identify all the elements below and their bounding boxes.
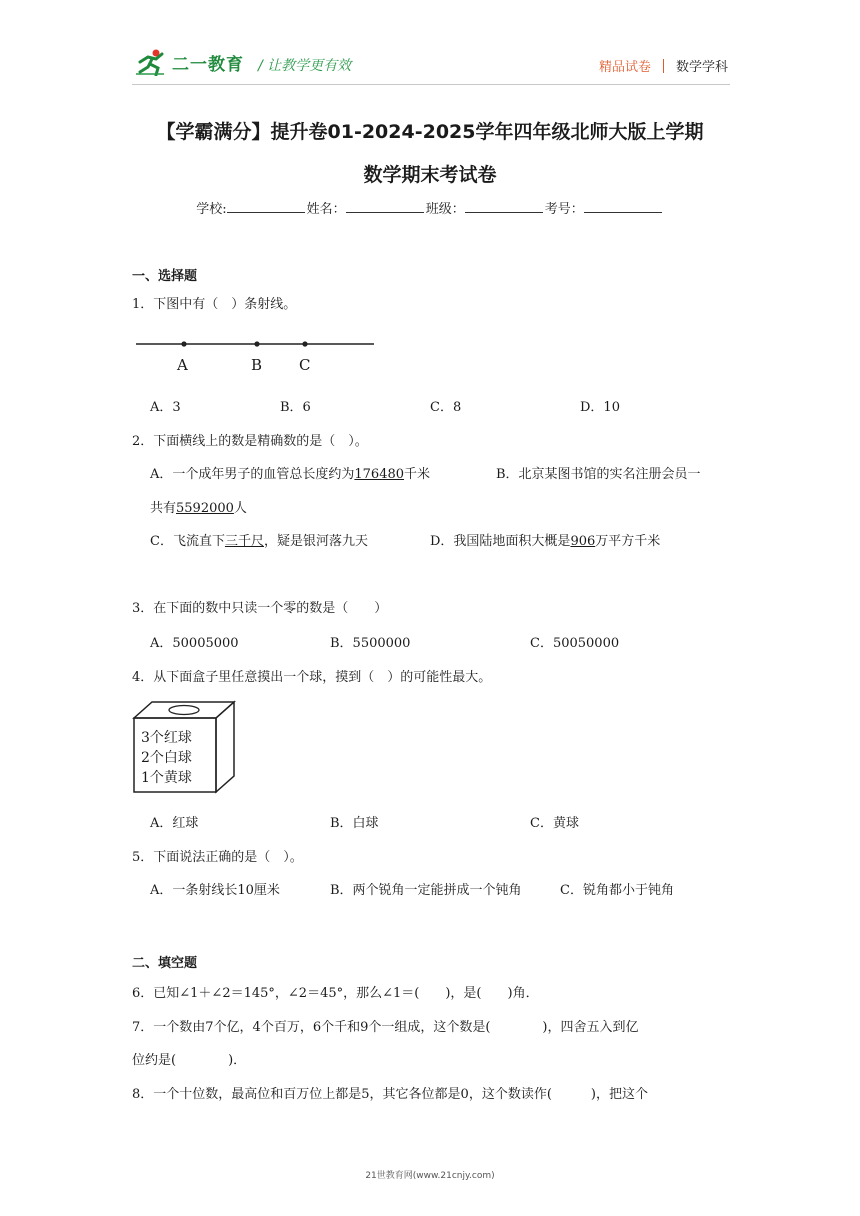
q2-c-rest: ，疑是银河落九天 <box>263 534 368 549</box>
runner-logo-icon <box>134 48 168 76</box>
q4-option-c[interactable]: C．黄球 <box>530 816 579 831</box>
page-title-line2: 数学期末考试卷 <box>363 164 497 186</box>
page-footer: 21世教育网(www.21cnjy.com) <box>365 1171 495 1181</box>
q1-option-d[interactable]: D．10 <box>580 400 620 415</box>
brand-logo <box>134 48 244 76</box>
page-title-line1: 【学霸满分】提升卷01-2024-2025学年四年级北师大版上学期 <box>156 121 704 143</box>
q5-option-a[interactable]: A．一条射线长10厘米 <box>150 883 280 898</box>
q3-option-b[interactable]: B．5500000 <box>330 636 411 651</box>
point-a <box>181 341 186 346</box>
q2-option-b[interactable]: B．北京某图书馆的实名注册会员一 <box>496 467 701 482</box>
question-4-stem: 4．从下面盒子里任意摸出一个球，摸到（ ）的可能性最大。 <box>132 670 492 685</box>
student-info-line <box>0 198 860 217</box>
q2-a-text: A．一个成年男子的血管总长度约为 <box>150 467 355 482</box>
tag-divider <box>663 59 664 73</box>
point-label-b: B <box>251 356 263 374</box>
header-tags <box>599 56 728 75</box>
q2-a-unit: 千米 <box>404 467 431 482</box>
section-fill-title: 二、填空题 <box>132 956 198 971</box>
exam-no-blank[interactable] <box>584 200 662 213</box>
q2-a-number: 176480 <box>354 467 405 482</box>
q2-option-c[interactable] <box>150 530 368 549</box>
q2-option-a[interactable] <box>150 463 430 482</box>
school-blank[interactable] <box>227 200 305 213</box>
tag-subject: 数学学科 <box>675 60 728 75</box>
question-3-stem: 3．在下面的数中只读一个零的数是（ ） <box>132 601 388 616</box>
class-label: 班级： <box>425 202 465 217</box>
q2-d-unit: 万平方千米 <box>595 534 661 549</box>
q1-option-a[interactable]: A．3 <box>150 400 181 415</box>
q3-option-c[interactable]: C．50050000 <box>530 636 620 651</box>
q2-d-number: 906 <box>570 534 596 549</box>
q3-option-a[interactable]: A．50005000 <box>150 636 239 651</box>
question-7-line2: 位约是( )． <box>132 1053 247 1068</box>
exam-no-label: 考号： <box>544 202 584 217</box>
q2-d-text: D．我国陆地面积大概是 <box>430 534 571 549</box>
q1-option-b[interactable]: B．6 <box>280 400 311 415</box>
question-2-stem: 2．下面横线上的数是精确数的是（ ）。 <box>132 434 368 449</box>
point-label-c: C <box>299 356 311 374</box>
q5-option-c[interactable]: C．锐角都小于钝角 <box>560 883 674 898</box>
q2-b-number: 5592000 <box>176 501 234 516</box>
header-rule <box>132 84 730 85</box>
question-1-stem: 1．下图中有（ ）条射线。 <box>132 297 297 312</box>
q1-option-c[interactable]: C．8 <box>430 400 462 415</box>
box-line-yellow: 1个黄球 <box>141 770 192 786</box>
q4-option-a[interactable]: A．红球 <box>150 816 199 831</box>
name-label: 姓名： <box>306 202 346 217</box>
q2-option-d[interactable] <box>430 530 660 549</box>
point-b <box>254 341 259 346</box>
logo-text: 二一教育 <box>172 54 244 75</box>
tag-quality-paper: 精品试卷 <box>598 60 651 75</box>
box-side <box>216 702 234 792</box>
q2-option-b-cont <box>150 497 247 516</box>
slogan: / 让教学更有效 <box>258 58 352 74</box>
name-blank[interactable] <box>346 200 424 213</box>
question-6: 6．已知∠1＋∠2＝145°，∠2＝45°，那么∠1＝( )，是( )角． <box>132 986 539 1001</box>
point-c <box>302 341 307 346</box>
question-7-line1: 7．一个数由7个亿，4个百万，6个千和9个一组成，这个数是( )，四舍五入到亿 <box>132 1020 639 1035</box>
q2-b-unit: 人 <box>233 501 247 516</box>
class-blank[interactable] <box>465 200 543 213</box>
box-hole <box>169 706 199 715</box>
school-label: 学校: <box>196 202 227 217</box>
q5-option-b[interactable]: B．两个锐角一定能拼成一个钝角 <box>330 883 522 898</box>
box-line-red: 3个红球 <box>141 730 192 746</box>
question-8: 8．一个十位数，最高位和百万位上都是5，其它各位都是0，这个数读作( )，把这个 <box>132 1087 648 1102</box>
q4-option-b[interactable]: B．白球 <box>330 816 379 831</box>
question-5-stem: 5．下面说法正确的是（ ）。 <box>132 850 303 865</box>
point-label-a: A <box>177 356 188 374</box>
q2-c-text: C．飞流直下 <box>150 534 225 549</box>
q2-c-underlined: 三千尺 <box>224 534 264 549</box>
q2-b-text: 共有 <box>150 501 177 516</box>
box-line-white: 2个白球 <box>141 750 192 766</box>
section-choice-title: 一、选择题 <box>132 269 198 284</box>
